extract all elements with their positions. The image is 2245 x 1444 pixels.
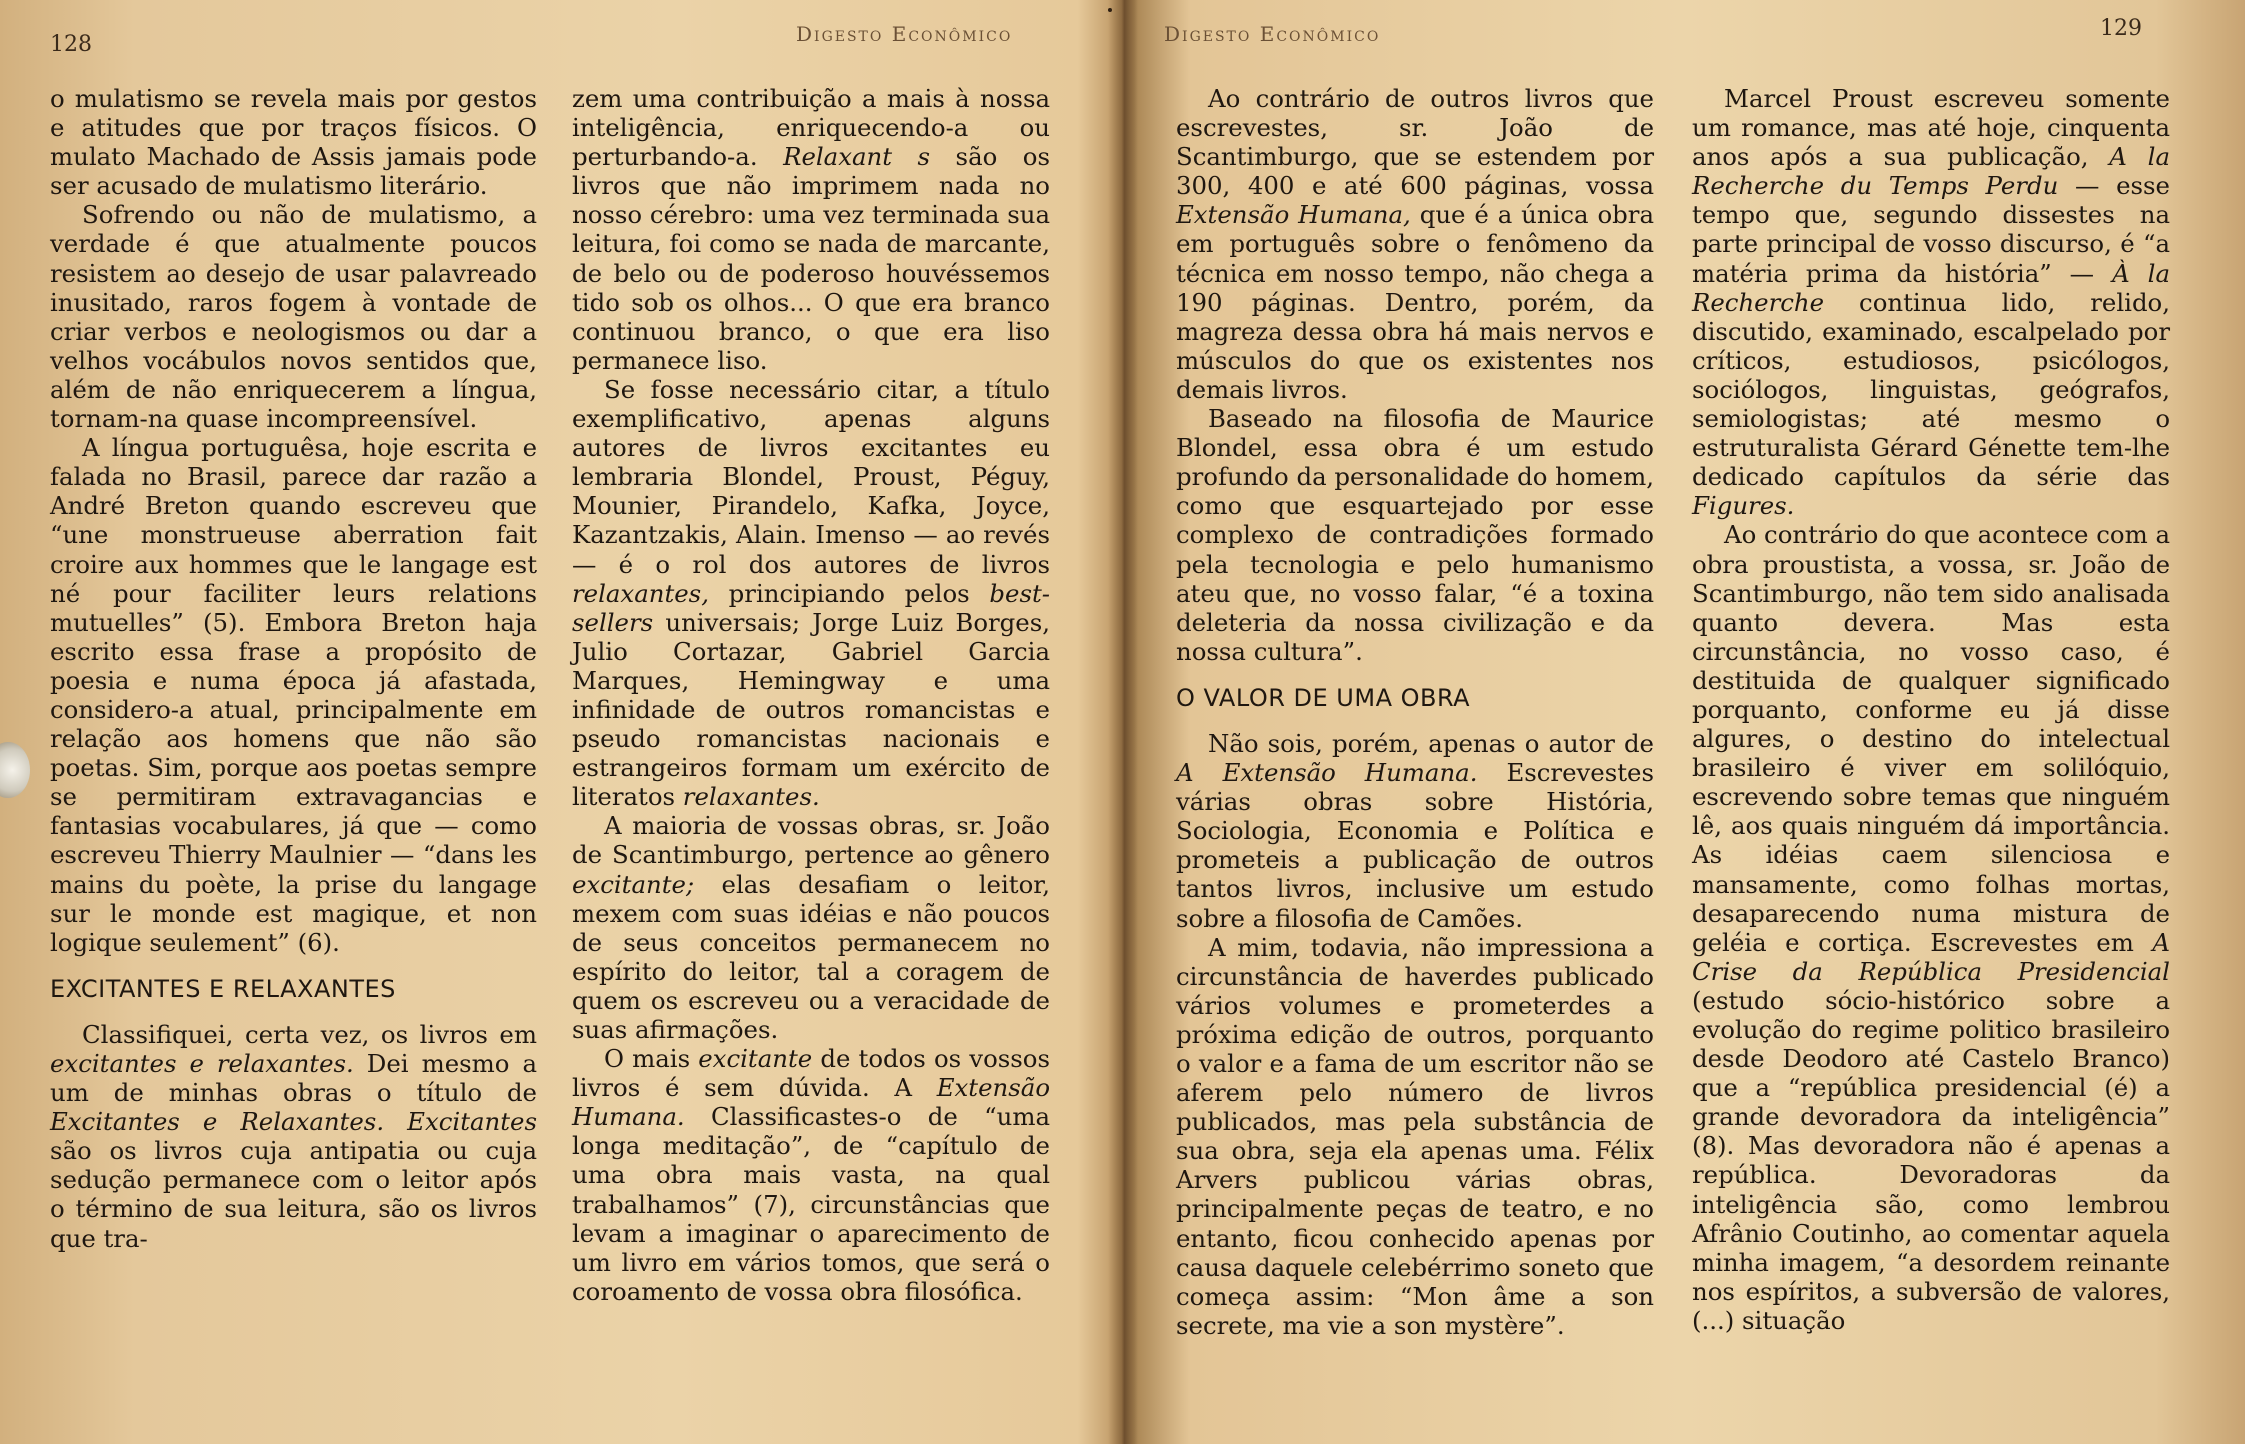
left-column-1	[50, 84, 537, 1253]
paragraph: Baseado na filosofia de Maurice Blondel, essa obra é um estudo profundo da personalidade do homem, como que esquartejado por esse complexo de contradições formado pela tecnologia e pelo humanismo ateu que, no vosso falar, “é a toxina deleteria da nossa civilização e da nossa cultura”.	[1176, 404, 1654, 666]
paragraph: Não sois, porém, apenas o autor de A Extensão Humana. Escrevestes várias obras sobre História, Sociologia, Economia e Política e prometeis a publicação de outros tantos livros, inclusive um estudo sobre a filosofia de Camões.	[1176, 728, 1654, 933]
paragraph: A maioria de vossas obras, sr. João de Scantimburgo, pertence ao gênero excitante; elas desafiam o leitor, mexem com suas idéias e não poucos de seus conceitos permanecem no espírito do leitor, tal a coragem de quem os escreveu ou a veracidade de suas afirmações.	[572, 811, 1050, 1044]
paragraph: Classifiquei, certa vez, os livros em excitantes e relaxantes. Dei mesmo a um de minhas obras o título de Excitantes e Relaxantes. Excitantes são os livros cuja antipatia ou cuja sedução permanece com o leitor após o término de sua leitura, são os livros que tra-	[50, 1019, 537, 1253]
paragraph: Sofrendo ou não de mulatismo, a verdade é que atualmente poucos resistem ao desejo de usar palavreado inusitado, raros fogem à vontade de criar verbos e neologismos ou dar a velhos vocábulos novos sentidos que, além de não enriquecerem a língua, tornam-na quase incompreensível.	[50, 200, 537, 434]
paragraph: O mais excitante de todos os vossos livros é sem dúvida. A Extensão Humana. Classificastes-o de “uma longa meditação”, de “capítulo de uma obra mais vasta, na qual trabalhamos” (7), circunstâncias que levam a imaginar o aparecimento de um livro em vários tomos, que será o coroamento de vossa obra filosófica.	[572, 1044, 1050, 1306]
paragraph: Ao contrário de outros livros que escrevestes, sr. João de Scantimburgo, que se estendem por 300, 400 e até 600 páginas, vossa Extensão Humana, que é a única obra em português sobre o fenômeno da técnica em nosso tempo, não chega a 190 páginas. Dentro, porém, da magreza dessa obra há mais nervos e músculos do que os existentes nos demais livros.	[1176, 84, 1654, 404]
running-head: Digesto Econômico	[1164, 22, 1381, 46]
right-page	[1128, 0, 2245, 1444]
left-page	[0, 0, 1118, 1444]
paragraph: Ao contrário do que acontece com a obra proustista, a vossa, sr. João de Scantimburgo, não tem sido analisada quanto devera. Mas esta circunstância, no vosso caso, é destituida de qualquer significado porquanto, conforme eu já disse algures, o destino do intelectual brasileiro é viver em solilóquio, escrevendo sobre temas que ninguém lê, aos quais ninguém dá importância. As idéias caem silenciosa e mansamente, como folhas mortas, desaparecendo numa mistura de geléia e cortiça. Escrevestes em A Crise da República Presidencial (estudo sócio-histórico sobre a evolução do regime politico brasileiro desde Deodoro até Castelo Branco) que a “república presidencial (é) a grande devoradora da inteligência” (8). Mas devoradora não é apenas a república. Devoradoras da inteligência são, como lembrou Afrânio Coutinho, ao comentar aquela minha imagem, “a desordem reinante nos espíritos, a subversão de valores, (...) situação	[1692, 520, 2171, 1335]
paragraph: A língua portuguêsa, hoje escrita e falada no Brasil, parece dar razão a André Breton quando escreveu que “une monstrueuse aberration fait croire aux hommes que le langage est né pour faciliter leurs relations mutuelles” (5). Embora Breton haja escrito essa frase a propósito de poesia e numa época já afastada, considero-a atual, principalmente em relação aos homens que não são poetas. Sim, porque aos poetas sempre se permitiram extravagancias e fantasias vocabulares, já que — como escreveu Thierry Maulnier — “dans les mains du poète, la prise du langage sur le monde est magique, et non logique seulement” (6).	[50, 433, 537, 957]
paragraph: zem uma contribuição a mais à nossa inteligência, enriquecendo-a ou perturbando-a. Relaxant s são os livros que não imprimem nada no nosso cérebro: uma vez terminada sua leitura, foi como se nada de marcante, de belo ou de poderoso houvéssemos tido sob os olhos... O que era branco continuou branco, o que era liso permanece liso.	[572, 84, 1050, 375]
paragraph: o mulatismo se revela mais por gestos e atitudes que por traços físicos. O mulato Machado de Assis jamais pode ser acusado de mulatismo literário.	[50, 84, 537, 201]
page-number: 128	[50, 32, 92, 57]
page-number: 129	[2100, 16, 2142, 41]
right-column-2	[1692, 84, 2170, 1335]
section-heading: EXCITANTES E RELAXANTES	[50, 974, 396, 1003]
binding-hole	[0, 742, 30, 798]
right-column-1	[1176, 84, 1654, 1340]
paragraph: Se fosse necessário citar, a título exemplificativo, apenas alguns autores de livros excitantes eu lembraria Blondel, Proust, Péguy, Mounier, Pirandelo, Kafka, Joyce, Kazantzakis, Alain. Imenso — ao revés — é o rol dos autores de livros relaxantes, principiando pelos best-sellers universais; Jorge Luiz Borges, Julio Cortazar, Gabriel Garcia Marques, Hemingway e uma infinidade de outros romancistas e pseudo romancistas nacionais e estrangeiros formam um exército de literatos relaxantes.	[572, 374, 1050, 812]
paragraph: Marcel Proust escreveu somente um romance, mas até hoje, cinquenta anos após a sua publicação, A la Recherche du Temps Perdu — esse tempo que, segundo dissestes na parte principal de vosso discurso, é “a matéria prima da história” — À la Recherche continua lido, relido, discutido, examinado, escalpelado por críticos, estudiosos, psicólogos, sociólogos, linguistas, geógrafos, semiologistas; até mesmo o estruturalista Gérard Génette tem-lhe dedicado capítulos da série das Figures.	[1692, 84, 2170, 521]
left-column-2	[572, 84, 1050, 1306]
section-heading: O VALOR DE UMA OBRA	[1176, 683, 1471, 712]
running-head: Digesto Econômico	[796, 22, 1013, 46]
paragraph: A mim, todavia, não impressiona a circunstância de haverdes publicado vários volumes e prometerdes a próxima edição de outros, porquanto o valor e a fama de um escritor não se aferem pelo número de livros publicados, mas pela substância de sua obra, seja ela apenas uma. Félix Arvers publicou várias obras, principalmente peças de teatro, e no entanto, ficou conhecido apenas por causa daquele celebérrimo soneto que começa assim: “Mon âme a son secrete, ma vie a son mystère”.	[1176, 932, 1654, 1340]
